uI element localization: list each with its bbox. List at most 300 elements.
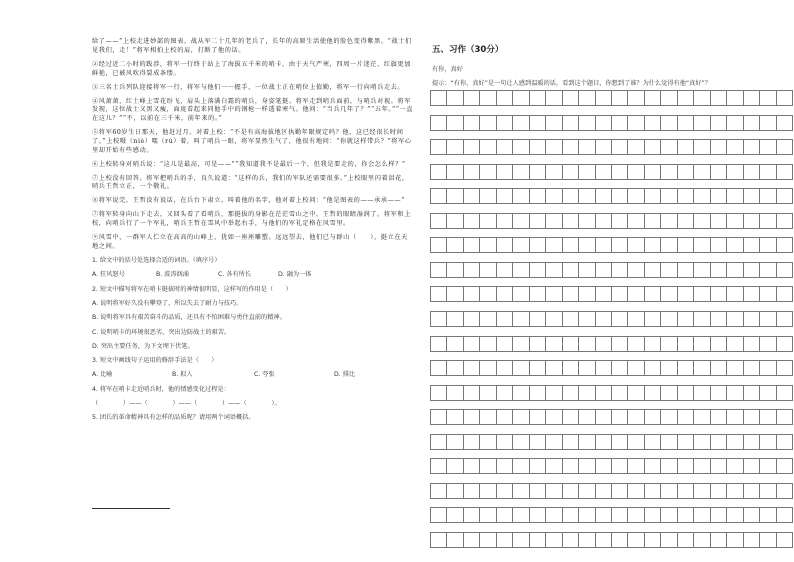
grid-cell[interactable] [430,262,446,278]
grid-cell[interactable] [743,213,759,229]
grid-cell[interactable] [430,213,446,229]
grid-cell[interactable] [776,458,793,474]
grid-cell[interactable] [545,483,561,499]
grid-cell[interactable] [578,188,594,204]
grid-cell[interactable] [463,237,479,253]
grid-cell[interactable] [776,115,793,131]
grid-cell[interactable] [512,286,528,302]
grid-cell[interactable] [595,507,611,523]
grid-cell[interactable] [677,483,693,499]
grid-cell[interactable] [710,115,726,131]
grid-cell[interactable] [430,409,446,425]
grid-cell[interactable] [512,164,528,180]
grid-cell[interactable] [726,360,742,376]
grid-cell[interactable] [759,385,775,401]
grid-cell[interactable] [660,360,676,376]
grid-cell[interactable] [743,115,759,131]
grid-cell[interactable] [776,434,793,450]
grid-cell[interactable] [759,286,775,302]
grid-cell[interactable] [578,286,594,302]
grid-cell[interactable] [693,336,709,352]
grid-cell[interactable] [776,409,793,425]
grid-cell[interactable] [660,434,676,450]
grid-cell[interactable] [578,458,594,474]
grid-cell[interactable] [479,458,495,474]
grid-cell[interactable] [545,311,561,327]
grid-cell[interactable] [545,164,561,180]
grid-cell[interactable] [479,336,495,352]
grid-cell[interactable] [595,311,611,327]
grid-cell[interactable] [677,336,693,352]
grid-cell[interactable] [512,90,528,106]
grid-cell[interactable] [529,213,545,229]
grid-cell[interactable] [496,483,512,499]
grid-cell[interactable] [759,90,775,106]
grid-cell[interactable] [693,286,709,302]
grid-cell[interactable] [644,385,660,401]
grid-cell[interactable] [627,237,643,253]
grid-cell[interactable] [496,164,512,180]
grid-cell[interactable] [545,385,561,401]
grid-cell[interactable] [430,311,446,327]
grid-cell[interactable] [496,385,512,401]
grid-cell[interactable] [611,164,627,180]
grid-cell[interactable] [710,360,726,376]
grid-cell[interactable] [479,483,495,499]
grid-cell[interactable] [545,286,561,302]
grid-cell[interactable] [446,90,462,106]
grid-cell[interactable] [446,139,462,155]
grid-cell[interactable] [677,434,693,450]
grid-cell[interactable] [479,237,495,253]
grid-cell[interactable] [710,213,726,229]
grid-cell[interactable] [545,336,561,352]
grid-cell[interactable] [627,262,643,278]
grid-cell[interactable] [776,237,793,253]
grid-cell[interactable] [595,458,611,474]
grid-cell[interactable] [710,532,726,548]
grid-cell[interactable] [644,237,660,253]
grid-cell[interactable] [660,90,676,106]
grid-cell[interactable] [726,188,742,204]
grid-cell[interactable] [562,336,578,352]
grid-cell[interactable] [595,483,611,499]
grid-cell[interactable] [578,409,594,425]
grid-cell[interactable] [562,164,578,180]
grid-cell[interactable] [496,90,512,106]
grid-cell[interactable] [512,188,528,204]
grid-cell[interactable] [660,532,676,548]
grid-cell[interactable] [759,483,775,499]
grid-cell[interactable] [545,115,561,131]
grid-cell[interactable] [743,311,759,327]
grid-cell[interactable] [446,360,462,376]
grid-cell[interactable] [496,336,512,352]
grid-cell[interactable] [693,385,709,401]
grid-cell[interactable] [446,213,462,229]
grid-cell[interactable] [677,164,693,180]
grid-cell[interactable] [479,188,495,204]
grid-cell[interactable] [463,532,479,548]
grid-cell[interactable] [479,164,495,180]
grid-cell[interactable] [463,385,479,401]
grid-cell[interactable] [627,532,643,548]
grid-cell[interactable] [726,139,742,155]
grid-cell[interactable] [726,164,742,180]
grid-cell[interactable] [578,262,594,278]
grid-cell[interactable] [759,409,775,425]
grid-cell[interactable] [743,507,759,523]
grid-cell[interactable] [529,360,545,376]
grid-cell[interactable] [446,507,462,523]
grid-cell[interactable] [710,188,726,204]
grid-cell[interactable] [693,164,709,180]
grid-cell[interactable] [595,286,611,302]
grid-cell[interactable] [710,434,726,450]
grid-cell[interactable] [529,237,545,253]
grid-cell[interactable] [693,311,709,327]
grid-cell[interactable] [496,311,512,327]
grid-cell[interactable] [578,164,594,180]
grid-cell[interactable] [430,286,446,302]
grid-cell[interactable] [693,213,709,229]
grid-cell[interactable] [562,483,578,499]
grid-cell[interactable] [463,311,479,327]
grid-cell[interactable] [512,139,528,155]
grid-cell[interactable] [578,483,594,499]
grid-cell[interactable] [644,434,660,450]
grid-cell[interactable] [743,434,759,450]
grid-cell[interactable] [743,262,759,278]
grid-cell[interactable] [545,90,561,106]
grid-cell[interactable] [529,409,545,425]
grid-cell[interactable] [743,237,759,253]
grid-cell[interactable] [660,115,676,131]
grid-cell[interactable] [479,385,495,401]
grid-cell[interactable] [644,115,660,131]
grid-cell[interactable] [512,237,528,253]
grid-cell[interactable] [611,360,627,376]
grid-cell[interactable] [479,286,495,302]
grid-cell[interactable] [759,139,775,155]
grid-cell[interactable] [693,115,709,131]
grid-cell[interactable] [611,434,627,450]
grid-cell[interactable] [759,237,775,253]
grid-cell[interactable] [644,532,660,548]
grid-cell[interactable] [627,507,643,523]
grid-cell[interactable] [463,434,479,450]
grid-cell[interactable] [562,90,578,106]
grid-cell[interactable] [743,164,759,180]
grid-cell[interactable] [446,237,462,253]
grid-cell[interactable] [627,164,643,180]
grid-cell[interactable] [463,262,479,278]
grid-cell[interactable] [611,237,627,253]
grid-cell[interactable] [512,115,528,131]
grid-cell[interactable] [677,532,693,548]
grid-cell[interactable] [496,409,512,425]
grid-cell[interactable] [627,213,643,229]
grid-cell[interactable] [743,139,759,155]
grid-cell[interactable] [545,532,561,548]
grid-cell[interactable] [496,507,512,523]
grid-cell[interactable] [463,115,479,131]
grid-cell[interactable] [644,311,660,327]
grid-cell[interactable] [644,213,660,229]
grid-cell[interactable] [776,483,793,499]
grid-cell[interactable] [578,311,594,327]
grid-cell[interactable] [611,409,627,425]
grid-cell[interactable] [529,507,545,523]
grid-cell[interactable] [743,532,759,548]
grid-cell[interactable] [611,311,627,327]
grid-cell[interactable] [677,188,693,204]
grid-cell[interactable] [595,139,611,155]
grid-cell[interactable] [479,434,495,450]
grid-cell[interactable] [660,213,676,229]
grid-cell[interactable] [693,434,709,450]
grid-cell[interactable] [578,139,594,155]
grid-cell[interactable] [660,336,676,352]
grid-cell[interactable] [545,507,561,523]
grid-cell[interactable] [595,360,611,376]
grid-cell[interactable] [660,262,676,278]
grid-cell[interactable] [644,286,660,302]
grid-cell[interactable] [463,90,479,106]
grid-cell[interactable] [529,164,545,180]
grid-cell[interactable] [660,483,676,499]
grid-cell[interactable] [595,434,611,450]
grid-cell[interactable] [627,286,643,302]
grid-cell[interactable] [578,507,594,523]
grid-cell[interactable] [529,458,545,474]
grid-cell[interactable] [660,409,676,425]
grid-cell[interactable] [660,188,676,204]
grid-cell[interactable] [660,458,676,474]
grid-cell[interactable] [562,434,578,450]
grid-cell[interactable] [693,90,709,106]
grid-cell[interactable] [578,115,594,131]
grid-cell[interactable] [512,483,528,499]
grid-cell[interactable] [644,360,660,376]
grid-cell[interactable] [446,262,462,278]
grid-cell[interactable] [595,409,611,425]
grid-cell[interactable] [710,311,726,327]
grid-cell[interactable] [545,409,561,425]
grid-cell[interactable] [710,164,726,180]
grid-cell[interactable] [562,213,578,229]
grid-cell[interactable] [627,458,643,474]
grid-cell[interactable] [644,483,660,499]
grid-cell[interactable] [776,336,793,352]
grid-cell[interactable] [776,286,793,302]
grid-cell[interactable] [595,90,611,106]
grid-cell[interactable] [660,164,676,180]
grid-cell[interactable] [759,532,775,548]
grid-cell[interactable] [446,336,462,352]
grid-cell[interactable] [446,164,462,180]
grid-cell[interactable] [578,360,594,376]
grid-cell[interactable] [446,409,462,425]
grid-cell[interactable] [644,90,660,106]
grid-cell[interactable] [479,409,495,425]
grid-cell[interactable] [611,213,627,229]
grid-cell[interactable] [677,237,693,253]
grid-cell[interactable] [611,90,627,106]
grid-cell[interactable] [611,139,627,155]
grid-cell[interactable] [759,311,775,327]
grid-cell[interactable] [496,458,512,474]
grid-cell[interactable] [693,139,709,155]
grid-cell[interactable] [759,262,775,278]
grid-cell[interactable] [578,434,594,450]
grid-cell[interactable] [644,458,660,474]
grid-cell[interactable] [595,532,611,548]
grid-cell[interactable] [430,385,446,401]
grid-cell[interactable] [595,115,611,131]
grid-cell[interactable] [693,237,709,253]
grid-cell[interactable] [512,311,528,327]
grid-cell[interactable] [726,532,742,548]
grid-cell[interactable] [710,237,726,253]
grid-cell[interactable] [726,237,742,253]
grid-cell[interactable] [562,385,578,401]
grid-cell[interactable] [776,90,793,106]
grid-cell[interactable] [529,336,545,352]
grid-cell[interactable] [545,139,561,155]
grid-cell[interactable] [463,336,479,352]
grid-cell[interactable] [759,115,775,131]
grid-cell[interactable] [759,164,775,180]
grid-cell[interactable] [710,262,726,278]
grid-cell[interactable] [595,188,611,204]
grid-cell[interactable] [776,360,793,376]
grid-cell[interactable] [726,213,742,229]
grid-cell[interactable] [627,360,643,376]
grid-cell[interactable] [578,237,594,253]
grid-cell[interactable] [562,507,578,523]
grid-cell[interactable] [644,139,660,155]
grid-cell[interactable] [496,434,512,450]
grid-cell[interactable] [677,139,693,155]
grid-cell[interactable] [743,385,759,401]
grid-cell[interactable] [710,139,726,155]
grid-cell[interactable] [627,311,643,327]
grid-cell[interactable] [627,336,643,352]
grid-cell[interactable] [578,385,594,401]
grid-cell[interactable] [479,115,495,131]
grid-cell[interactable] [562,188,578,204]
grid-cell[interactable] [611,286,627,302]
grid-cell[interactable] [627,188,643,204]
grid-cell[interactable] [726,336,742,352]
grid-cell[interactable] [660,139,676,155]
grid-cell[interactable] [430,164,446,180]
grid-cell[interactable] [479,213,495,229]
grid-cell[interactable] [726,286,742,302]
grid-cell[interactable] [430,115,446,131]
grid-cell[interactable] [660,311,676,327]
grid-cell[interactable] [776,139,793,155]
grid-cell[interactable] [446,458,462,474]
grid-cell[interactable] [430,434,446,450]
grid-cell[interactable] [627,139,643,155]
grid-cell[interactable] [479,311,495,327]
grid-cell[interactable] [776,311,793,327]
grid-cell[interactable] [595,262,611,278]
grid-cell[interactable] [512,434,528,450]
grid-cell[interactable] [496,237,512,253]
grid-cell[interactable] [562,237,578,253]
grid-cell[interactable] [660,507,676,523]
grid-cell[interactable] [743,90,759,106]
grid-cell[interactable] [776,507,793,523]
grid-cell[interactable] [677,360,693,376]
grid-cell[interactable] [759,458,775,474]
grid-cell[interactable] [677,409,693,425]
grid-cell[interactable] [496,532,512,548]
grid-cell[interactable] [463,139,479,155]
grid-cell[interactable] [627,409,643,425]
grid-cell[interactable] [562,458,578,474]
grid-cell[interactable] [693,262,709,278]
grid-cell[interactable] [611,115,627,131]
grid-cell[interactable] [776,385,793,401]
grid-cell[interactable] [660,286,676,302]
grid-cell[interactable] [759,507,775,523]
grid-cell[interactable] [512,409,528,425]
grid-cell[interactable] [512,213,528,229]
grid-cell[interactable] [496,139,512,155]
grid-cell[interactable] [562,360,578,376]
grid-cell[interactable] [776,532,793,548]
grid-cell[interactable] [529,262,545,278]
grid-cell[interactable] [726,409,742,425]
grid-cell[interactable] [644,409,660,425]
grid-cell[interactable] [529,434,545,450]
grid-cell[interactable] [611,483,627,499]
grid-cell[interactable] [545,188,561,204]
grid-cell[interactable] [644,164,660,180]
grid-cell[interactable] [611,532,627,548]
grid-cell[interactable] [693,409,709,425]
grid-cell[interactable] [430,483,446,499]
grid-cell[interactable] [578,213,594,229]
grid-cell[interactable] [430,458,446,474]
grid-cell[interactable] [726,434,742,450]
grid-cell[interactable] [496,188,512,204]
grid-cell[interactable] [578,336,594,352]
grid-cell[interactable] [660,237,676,253]
grid-cell[interactable] [677,213,693,229]
grid-cell[interactable] [430,188,446,204]
grid-cell[interactable] [759,336,775,352]
grid-cell[interactable] [627,90,643,106]
grid-cell[interactable] [562,262,578,278]
grid-cell[interactable] [430,336,446,352]
grid-cell[interactable] [496,286,512,302]
grid-cell[interactable] [512,532,528,548]
grid-cell[interactable] [627,115,643,131]
grid-cell[interactable] [726,483,742,499]
grid-cell[interactable] [578,90,594,106]
grid-cell[interactable] [743,458,759,474]
grid-cell[interactable] [710,286,726,302]
grid-cell[interactable] [512,507,528,523]
grid-cell[interactable] [545,262,561,278]
grid-cell[interactable] [496,360,512,376]
grid-cell[interactable] [529,385,545,401]
